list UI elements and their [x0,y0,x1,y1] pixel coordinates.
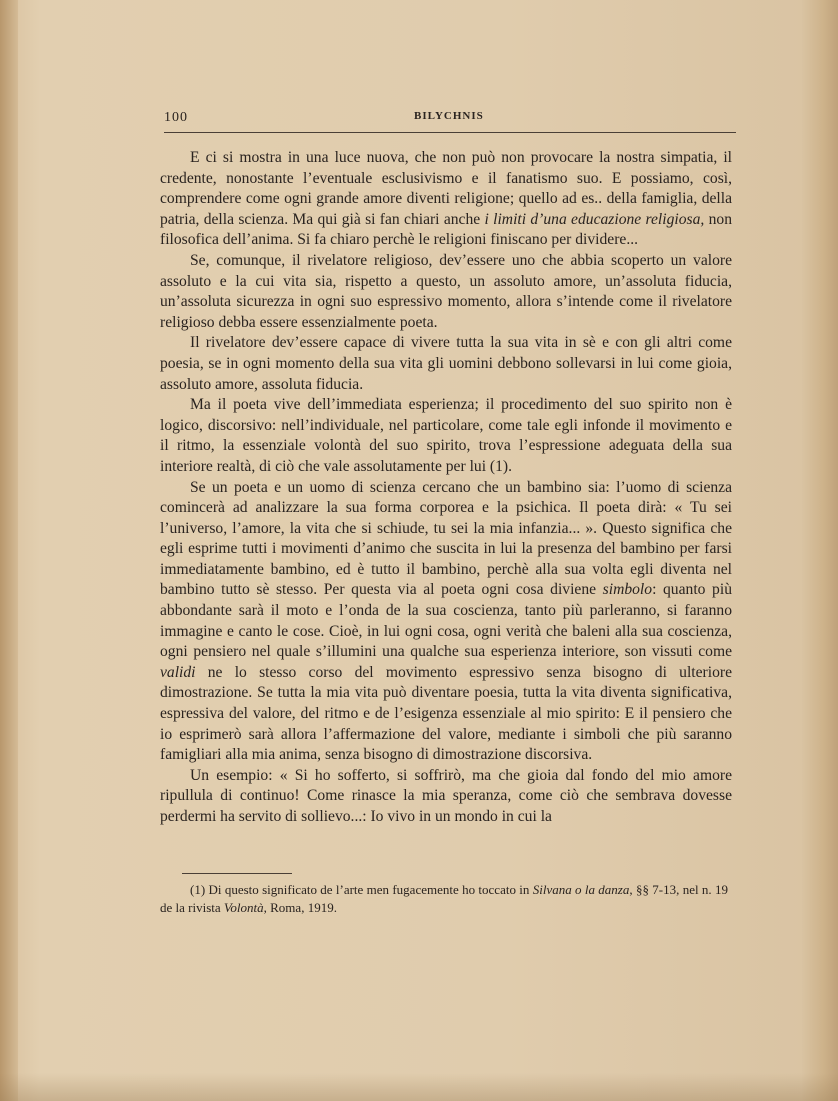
paragraph [160,766,732,828]
paragraph [160,251,732,333]
paragraph-text: E ci si mostra in una luce nuova, che non può non provocare la nostra simpatia, il credente, nonostante l’eventuale esclusivismo e il fanatismo suo. E possiamo, così, comprendere come ogni grande amore diventi religione; quello ad es.. della famiglia, della patria, della scienza. Ma qui già si fan chiari anche [160,149,732,228]
footnote-italic-text: Silvana o la danza [532,882,630,897]
header-rule [164,132,736,133]
page-left-edge [0,0,18,1101]
paragraph-text: Se, comunque, il rivelatore religioso, dev’essere uno che abbia scoperto un valore assoluto e la cui vita sia, rispetto a questo, un assoluto amore, un’assoluta fiducia, un’assoluta sicurezza in ogni suo espressivo momento, allora s’intende come il rivelatore religioso debba essere essenzialmente poeta. [160,251,732,331]
footnote [160,881,728,917]
paragraph [160,478,732,766]
paragraph-italic-text: i limiti d’una educazione religiosa, [484,210,705,228]
page-right-edge [802,0,838,1101]
page-bottom-edge [0,1073,838,1101]
paragraph-text: ne lo stesso corso del movimento espressivo senza bisogno di ulteriore dimostrazione. Se tutta la mia vita può diventare poesia, tutta la vita diventa significativa, espressiva del valore, del ritmo e de l’esigenza essenziale al mio spirito: E il pensiero che io esprimerò sarà allora l’affermazione del valore, mediante i simboli che più saranno famigliari alla mia anima, senza bisogno di dimostrazione discorsiva. [160,663,732,764]
paragraph-text: Ma il poeta vive dell’immediata esperienza; il procedimento del suo spirito non è logico, discorsivo: nell’individuale, nel particolare, come tale egli infonde il movimento e il ritmo, la essenziale volontà del suo spirito, trova l’espressione adeguata della sua interiore realtà, di ciò che vale assolutamente per lui (1). [160,396,732,475]
body-text [160,148,732,828]
paragraph [160,333,732,395]
paragraph-text: Un esempio: « Si ho sofferto, si soffrirò, ma che gioia dal fondo del mio amore ripullula di continuo! Come rinasce la mia speranza, come ciò che sembrava dovesse perdermi ha servito di sollievo...: Io vivo in un mondo in cui la [160,766,732,825]
footnote-rule [182,873,292,874]
paragraph-text: non filosofica dell’anima. Si fa chiaro perchè le religioni finiscano per dividere... [160,210,732,249]
paragraph-text: : quanto più abbondante sarà il moto e l’onda de la sua coscienza, tanto più parleranno, si faranno immagine e canto le cose. Cioè, in lui ogni cosa, ogni verità che baleni alla sua coscienza, ogni pensiero nel quale s’illumini una qualche sua esperienza interiore, son vissuti come [160,581,732,661]
paragraph-text: Il rivelatore dev’essere capace di vivere tutta la sua vita in sè e con gli altri come poesia, se in ogni momento della sua vita gli uomini debbono sollevarsi in lui come gioia, assoluto amore, assoluta fiducia. [160,334,732,393]
page-number: 100 [164,110,188,125]
footnote-text: , §§ 7-13, nel n. 19 de la rivista [160,882,728,915]
paragraph-italic-text: simbolo [602,581,653,599]
footnote-text: (1) Di questo significato de l’arte men fugacemente ho toccato in [190,882,533,897]
journal-title: BILYCHNIS [414,110,484,122]
paragraph-italic-text: validi [160,663,196,681]
running-head [164,110,736,130]
paragraph [160,395,732,477]
paragraph [160,148,732,251]
footnote-italic-text: Volontà [223,900,264,915]
footnote-text: , Roma, 1919. [263,900,337,915]
paragraph-text: Se un poeta e un uomo di scienza cercano che un bambino sia: l’uomo di scienza comincerà ad analizzare la sua forma corporea e la psichica. Il poeta dirà: « Tu sei l’universo, l’amore, la vita che si schiude, tu sei la mia infanzia... ». Questo significa che egli esprime tutti i movimenti d’animo che suscita in lui la presenza del bambino per farsi immediatamente bambino, ed è tutto il bambino, perchè alla sua volta egli diventa nel bambino tutto sè stesso. Per questa via al poeta ogni cosa diviene [160,478,732,599]
